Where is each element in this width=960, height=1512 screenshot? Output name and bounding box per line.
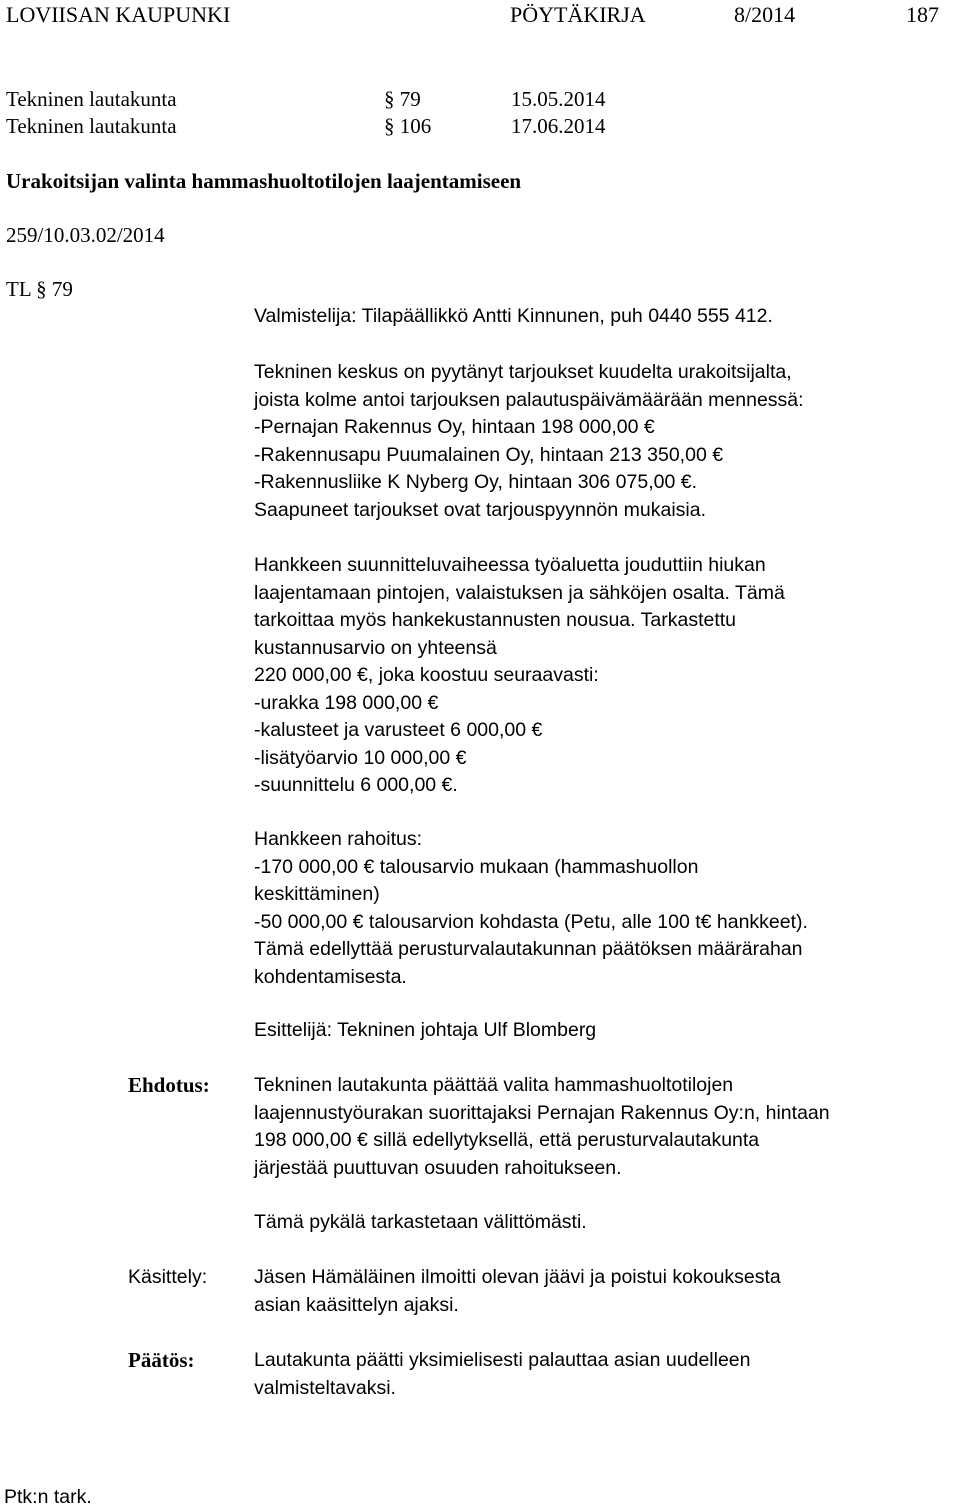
page-number: 187: [906, 2, 939, 27]
handling-label: Käsittely:: [128, 1266, 208, 1288]
decision-text: [254, 1347, 954, 1402]
preparer-line: Valmistelija: Tilapäällikkö Antti Kinnunen, puh 0440 555 412.: [254, 305, 773, 327]
history-section: § 79: [384, 87, 421, 111]
history-body: Tekninen lautakunta: [6, 114, 177, 138]
paragraph-line: Hankkeen suunnitteluvaiheessa työaluetta jouduttiin hiukan: [254, 554, 766, 576]
history-body: Tekninen lautakunta: [6, 87, 177, 111]
paragraph-line: -suunnittelu 6 000,00 €.: [254, 774, 458, 796]
paragraph-line: valmisteltavaksi.: [254, 1376, 396, 1399]
handling-text: [254, 1264, 954, 1319]
reference-number: 259/10.03.02/2014: [6, 223, 165, 247]
paragraph-line: Saapuneet tarjoukset ovat tarjouspyynnön mukaisia.: [254, 498, 707, 521]
decision-label: Päätös:: [128, 1348, 195, 1372]
offers-paragraph: [254, 359, 954, 524]
paragraph-line: -Pernajan Rakennus Oy, hintaan 198 000,00 €: [254, 416, 655, 438]
footer-note: Ptk:n tark.: [4, 1486, 92, 1508]
organization-name: LOVIISAN KAUPUNKI: [6, 2, 231, 27]
paragraph-line: 198 000,00 € sillä edellytyksellä, että perusturvalautakunta: [254, 1129, 760, 1151]
paragraph-line: -urakka 198 000,00 €: [254, 691, 439, 714]
paragraph-line: Tekninen lautakunta päättää valita hammashuoltotilojen: [254, 1074, 734, 1096]
presenter-line: Esittelijä: Tekninen johtaja Ulf Blomberg: [254, 1019, 597, 1041]
meeting-number: 8/2014: [734, 2, 796, 27]
document-type: PÖYTÄKIRJA: [510, 2, 646, 27]
paragraph-line: järjestää puuttuvan osuuden rahoitukseen.: [254, 1156, 622, 1179]
paragraph-line: kustannusarvio on yhteensä: [254, 636, 497, 659]
paragraph-line: -170 000,00 € talousarvio mukaan (hammashuollon: [254, 855, 699, 878]
paragraph-line: -50 000,00 € talousarvion kohdasta (Petu, alle 100 t€ hankkeet).: [254, 910, 808, 933]
paragraph-line: tarkoittaa myös hankekustannusten nousua. Tarkastettu: [254, 609, 737, 631]
paragraph-line: kohdentamisesta.: [254, 965, 407, 988]
history-date: 17.06.2014: [511, 114, 606, 138]
proposal-text: [254, 1072, 954, 1182]
paragraph-line: Tekninen keskus on pyytänyt tarjoukset kuudelta urakoitsijalta,: [254, 361, 792, 383]
paragraph-line: Tämä edellyttää perusturvalautakunnan päätöksen määrärahan: [254, 938, 803, 960]
tl-section: TL § 79: [6, 277, 73, 301]
funding-paragraph: [254, 826, 954, 991]
proposal-label: Ehdotus:: [128, 1073, 210, 1097]
paragraph-line: 220 000,00 €, joka koostuu seuraavasti:: [254, 664, 599, 686]
cost-paragraph: [254, 552, 954, 800]
paragraph-line: -kalusteet ja varusteet 6 000,00 €: [254, 719, 543, 741]
history-date: 15.05.2014: [511, 87, 606, 111]
paragraph-line: Hankkeen rahoitus:: [254, 828, 423, 850]
page-title: Urakoitsijan valinta hammashuoltotilojen laajentamiseen: [6, 169, 522, 193]
paragraph-line: asian kaäsittelyn ajaksi.: [254, 1293, 459, 1316]
paragraph-line: keskittäminen): [254, 883, 380, 905]
paragraph-line: laajennustyöurakan suorittajaksi Pernajan Rakennus Oy:n, hintaan: [254, 1101, 830, 1124]
proposal-note: Tämä pykälä tarkastetaan välittömästi.: [254, 1211, 587, 1233]
paragraph-line: laajentamaan pintojen, valaistuksen ja sähköjen osalta. Tämä: [254, 581, 785, 604]
paragraph-line: joista kolme antoi tarjouksen palautuspäivämäärään mennessä:: [254, 388, 804, 411]
history-section: § 106: [384, 114, 432, 138]
paragraph-line: Jäsen Hämäläinen ilmoitti olevan jäävi ja poistui kokouksesta: [254, 1266, 781, 1288]
paragraph-line: -lisätyöarvio 10 000,00 €: [254, 746, 467, 769]
paragraph-line: -Rakennusapu Puumalainen Oy, hintaan 213 350,00 €: [254, 443, 724, 466]
paragraph-line: -Rakennusliike K Nyberg Oy, hintaan 306 075,00 €.: [254, 471, 697, 493]
paragraph-line: Lautakunta päätti yksimielisesti palauttaa asian uudelleen: [254, 1349, 751, 1371]
